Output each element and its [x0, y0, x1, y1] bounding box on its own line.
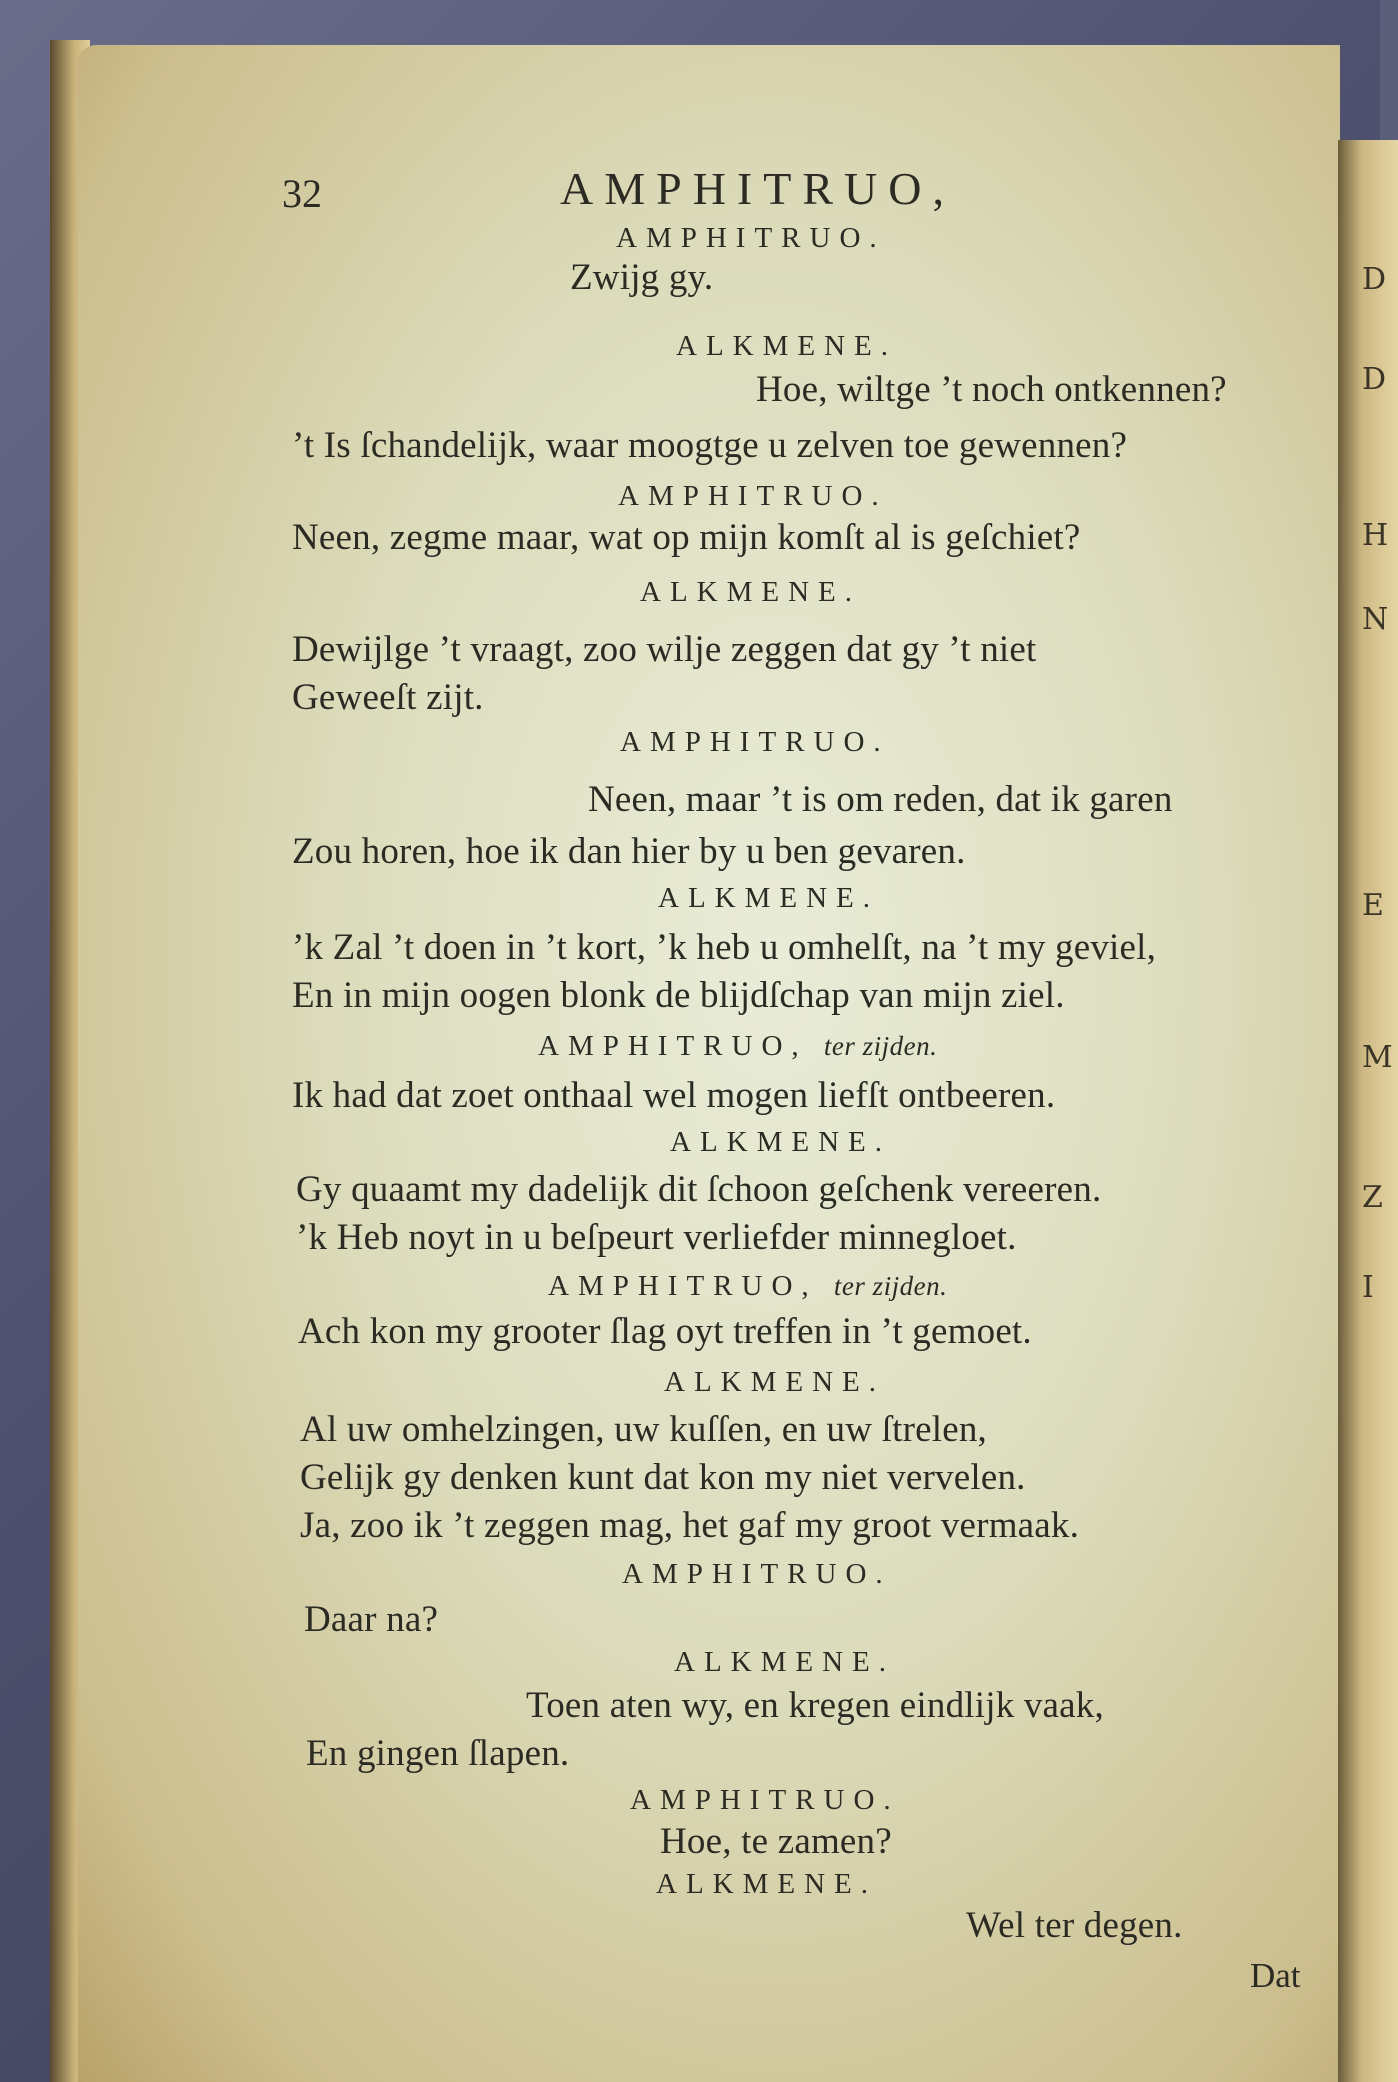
speaker-heading: AMPHITRUO. — [630, 1784, 900, 1816]
verse-line: Zou horen, hoe ik dan hier by u ben gevaren. — [292, 831, 966, 872]
verse-line: Hoe, wiltge ’t noch ontkennen? — [756, 369, 1227, 410]
speaker-heading: AMPHITRUO. — [618, 480, 888, 512]
verse-line: ’k Zal ’t doen in ’t kort, ’k heb u omhelſt, na ’t my geviel, — [292, 927, 1157, 968]
verse-line: En gingen ſlapen. — [306, 1733, 570, 1774]
verse-line: Daar na? — [304, 1599, 439, 1640]
speaker-heading: AMPHITRUO. — [616, 222, 886, 254]
verse-line: Geweeſt zijt. — [292, 677, 484, 718]
facing-page-letter: E — [1362, 888, 1384, 923]
speaker-heading: ALKMENE. — [674, 1646, 896, 1678]
speaker-heading: AMPHITRUO. — [622, 1558, 892, 1590]
verse-line: En in mijn oogen blonk de blijdſchap van mijn ziel. — [292, 975, 1065, 1016]
speaker-heading: ALKMENE. — [676, 330, 898, 362]
verse-line: Ach kon my grooter ſlag oyt treffen in ’t gemoet. — [298, 1311, 1032, 1352]
verse-line: Wel ter degen. — [966, 1905, 1183, 1946]
facing-page-letter: I — [1362, 1270, 1374, 1305]
speaker-heading: ALKMENE. — [640, 576, 862, 608]
verse-line: ’t Is ſchandelijk, waar moogtge u zelven toe gewennen? — [292, 425, 1128, 466]
catchword: Dat — [1250, 1956, 1301, 1995]
speaker-heading: AMPHITRUO. — [620, 726, 890, 758]
verse-line: Gy quaamt my dadelijk dit ſchoon geſchenk vereeren. — [296, 1169, 1102, 1210]
verse-line: ’k Heb noyt in u beſpeurt verliefder minnegloet. — [296, 1217, 1017, 1258]
facing-page-letter: D — [1362, 362, 1387, 397]
facing-page-letter: Z — [1362, 1180, 1383, 1215]
verse-line: Ja, zoo ik ’t zeggen mag, het gaf my groot vermaak. — [300, 1505, 1080, 1546]
stage-direction: ter zijden. — [833, 1271, 948, 1301]
verse-line: Toen aten wy, en kregen eindlijk vaak, — [526, 1685, 1104, 1726]
speaker-heading: ALKMENE. — [664, 1366, 886, 1398]
verse-line: Gelijk gy denken kunt dat kon my niet vervelen. — [300, 1457, 1026, 1498]
facing-page-letter: D — [1362, 262, 1387, 297]
page-number: 32 — [282, 171, 322, 216]
verse-line: Zwijg gy. — [570, 257, 714, 298]
facing-page-letter: N — [1362, 602, 1389, 637]
facing-page-letter: M — [1362, 1040, 1393, 1075]
verse-line: Al uw omhelzingen, uw kuſſen, en uw ſtrelen, — [300, 1409, 987, 1450]
verse-line: Hoe, te zamen? — [660, 1821, 892, 1862]
verse-line: Neen, maar ’t is om reden, dat ik garen — [588, 779, 1173, 820]
running-head: AMPHITRUO, — [560, 163, 955, 214]
speaker-heading: ALKMENE. — [658, 882, 880, 914]
verse-line: Ik had dat zoet onthaal wel mogen liefſt ontbeeren. — [292, 1075, 1056, 1116]
stage-direction: ter zijden. — [823, 1031, 938, 1061]
speaker-heading: ALKMENE. — [656, 1868, 878, 1900]
verse-line: Neen, zegme maar, wat op mijn komſt al is geſchiet? — [292, 517, 1081, 558]
speaker-heading: AMPHITRUO, ter zijden. — [548, 1270, 948, 1302]
speaker-heading: AMPHITRUO, ter zijden. — [538, 1030, 938, 1062]
verse-line: Dewijlge ’t vraagt, zoo wilje zeggen dat gy ’t niet — [292, 629, 1037, 670]
facing-page-letter: H — [1362, 518, 1389, 553]
speaker-heading: ALKMENE. — [670, 1126, 892, 1158]
